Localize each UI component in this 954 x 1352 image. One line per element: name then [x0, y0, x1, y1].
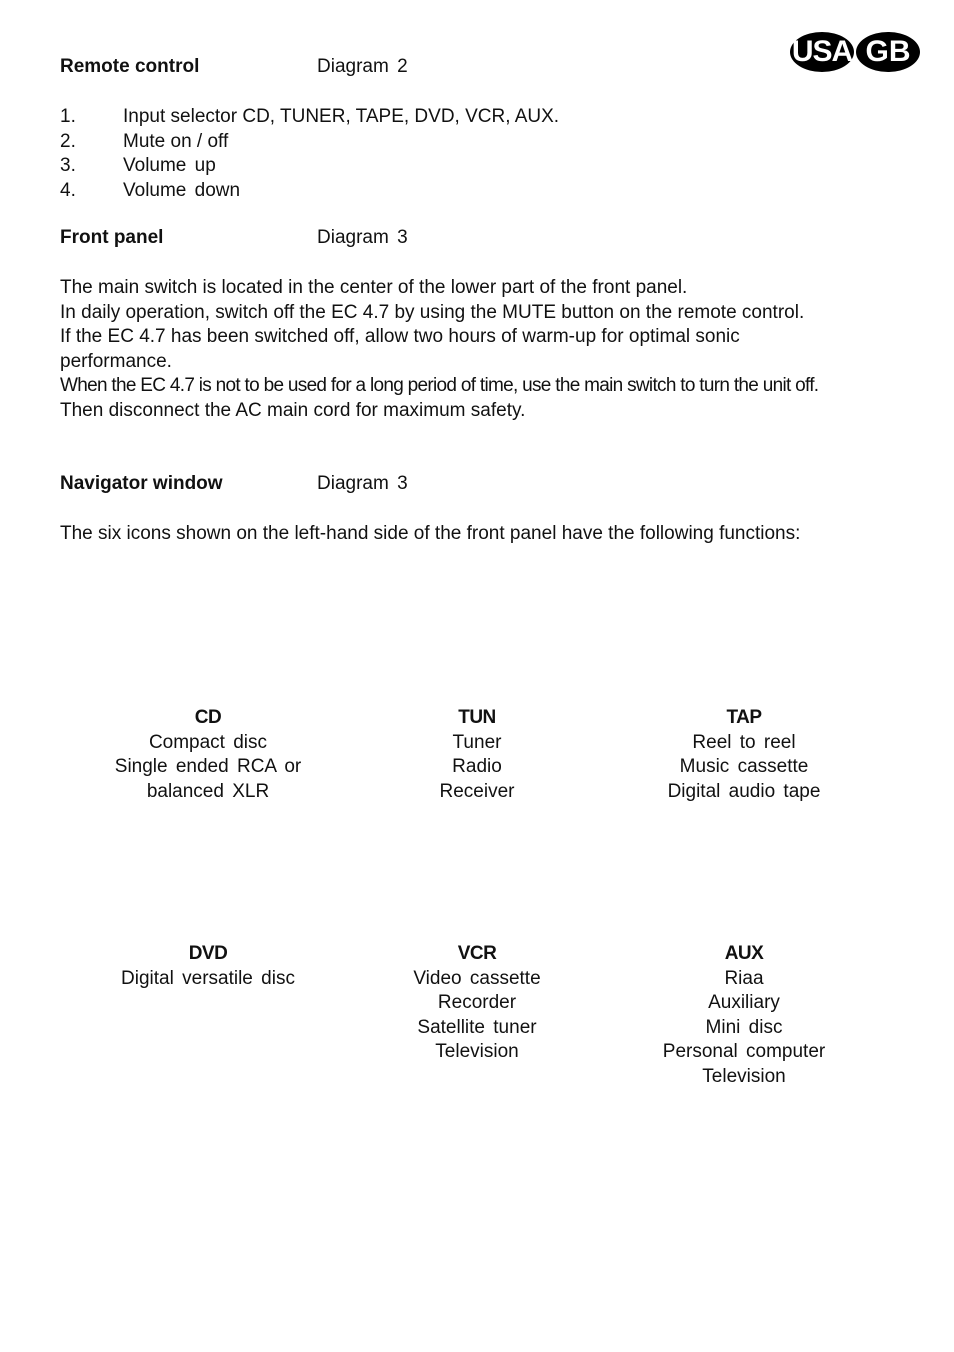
icon-function-title: AUX	[724, 943, 764, 964]
icon-function-line: Auxiliary	[708, 992, 780, 1013]
icon-function-line: Television	[435, 1041, 519, 1062]
icon-function-line: Tuner	[452, 731, 502, 753]
remote-control-heading: Remote control	[60, 56, 200, 77]
icon-function-line: Single ended RCA or	[114, 756, 302, 777]
icon-function-line: Radio	[452, 756, 502, 777]
list-item-number: 2.	[60, 130, 76, 152]
icon-function-cd	[78, 706, 338, 804]
icon-function-dvd	[78, 942, 338, 991]
front-panel-heading: Front panel	[60, 227, 164, 248]
front-panel-description	[60, 276, 900, 423]
icon-function-line: Personal computer	[662, 1041, 826, 1062]
paragraph-line: If the EC 4.7 has been switched off, allow two hours of warm-up for optimal sonic	[60, 326, 740, 347]
icon-function-tun	[347, 706, 607, 804]
list-item-text: Volume up	[123, 155, 216, 176]
remote-control-diagram-ref: Diagram 2	[317, 56, 408, 77]
navigator-window-diagram-ref: Diagram 3	[317, 473, 408, 494]
icon-function-line: Video cassette	[413, 967, 541, 989]
icon-function-line: Satellite tuner	[417, 1016, 537, 1038]
paragraph-line: In daily operation, switch off the EC 4.7 by using the MUTE button on the remote control.	[60, 301, 805, 323]
icon-function-line: Digital audio tape	[667, 780, 821, 802]
list-item-text: Mute on / off	[123, 130, 229, 152]
paragraph-line: The six icons shown on the left-hand side of the front panel have the following functions:	[60, 523, 801, 544]
icon-function-line: Receiver	[439, 780, 515, 802]
icon-function-title: CD	[194, 707, 222, 728]
language-badges	[790, 32, 920, 72]
navigator-window-heading: Navigator window	[60, 473, 223, 494]
icon-function-line: Recorder	[437, 992, 517, 1013]
icon-function-line: balanced XLR	[146, 780, 270, 802]
list-item-number: 3.	[60, 155, 76, 176]
icon-function-title: TAP	[726, 707, 762, 728]
list-item-text: Input selector CD, TUNER, TAPE, DVD, VCR, AUX.	[123, 106, 560, 127]
icon-function-tap	[614, 706, 874, 804]
front-panel-diagram-ref: Diagram 3	[317, 227, 408, 248]
paragraph-line: When the EC 4.7 is not to be used for a long period of time, use the main switch to turn the unit off.	[60, 375, 819, 396]
navigator-intro	[60, 522, 900, 547]
icon-function-line: Compact disc	[148, 731, 268, 753]
icon-function-title: TUN	[458, 707, 496, 728]
paragraph-line: performance.	[60, 350, 172, 372]
usa-badge: USA	[790, 32, 854, 72]
icon-function-line: Music cassette	[679, 756, 809, 777]
icon-function-line: Television	[702, 1065, 786, 1087]
icon-function-line: Mini disc	[705, 1016, 783, 1038]
icon-function-vcr	[347, 942, 607, 1065]
list-item-number: 1.	[60, 106, 76, 127]
icon-function-line: Reel to reel	[692, 731, 796, 753]
icon-function-title: VCR	[457, 943, 497, 964]
list-item-text: Volume down	[123, 179, 241, 201]
icon-function-line: Digital versatile disc	[121, 967, 295, 989]
icon-function-aux	[614, 942, 874, 1089]
gb-badge: GB	[856, 32, 920, 72]
list-item-number: 4.	[60, 179, 76, 201]
icon-function-title: DVD	[188, 943, 228, 964]
icon-function-line: Riaa	[724, 967, 764, 989]
paragraph-line: Then disconnect the AC main cord for maximum safety.	[60, 399, 526, 421]
paragraph-line: The main switch is located in the center of the lower part of the front panel.	[60, 277, 688, 298]
